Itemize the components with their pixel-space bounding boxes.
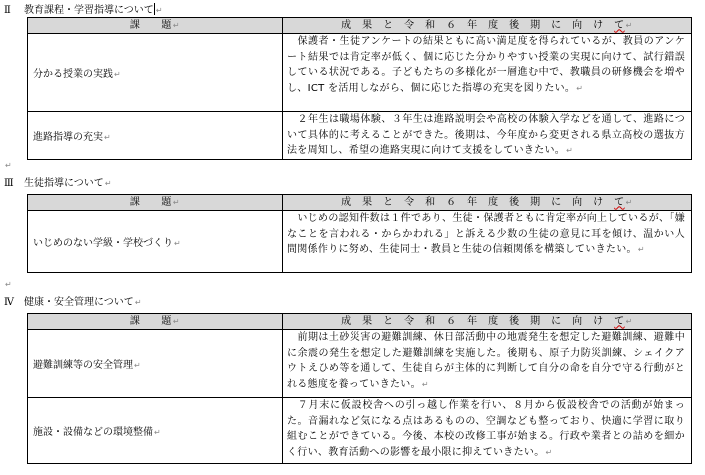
table-row [28,211,692,273]
header-results: 成 果 と 令 和 ６ 年 度 後 期 に 向 け て↵ [283,195,692,211]
section-title-iii: Ⅲ 生徒指導について↵ [4,178,112,189]
table-row [28,112,692,160]
table-section-ii [27,17,692,160]
section-title-ii [4,3,163,17]
row-subject: いじめのない学級・学校づくり↵ [28,211,283,273]
row-text: 前期は土砂災害の避難訓練、休日部活動中の地震発生を想定した避難訓練、避難中に余震の発生を想定した避難訓練を実施した。後期も、原子力防災訓練、シェイクアウトえひめ等を通して、生徒自らが主体的に判断して自分の命を自分で守る行動がとれる態度を養っていきたい。↵ [283,330,692,398]
section-title-text: 教育課程・学習指導について [24,5,154,16]
row-text: ２年生は職場体験、３年生は進路説明会や高校の体験入学などを通して、進路について具体的に考えることができた。後期は、今年度から変更される県立高校の選抜方法を周知し、希望の進路実現に向けて支援をしていきたい。↵ [283,112,692,160]
header-issue: 課 題↵ [28,18,283,34]
table-section-iii [27,194,692,273]
section-title-text: 生徒指導について [24,178,104,189]
row-subject: 進路指導の充実↵ [28,112,283,160]
section-title-text: 健康・安全管理について [24,297,134,308]
section-number: Ⅲ [4,178,14,189]
section-number: Ⅱ [4,5,11,16]
table-row [28,398,692,464]
row-subject: 分かる授業の実践↵ [28,34,283,112]
row-text: ７月末に仮設校舎への引っ越し作業を行い、８月から仮設校舎での活動が始まった。音漏れなど気になる点はあるものの、空調なども整っており、快適に学習に取り組むことができている。今後、本校の改修工事が始まる。行政や業者との詰めを細かく行い、教育活動への影響を最小限に抑えていきたい。↵ [283,398,692,464]
return-mark: ↵ [155,6,163,15]
table-header-row [28,18,692,34]
empty-paragraph: ↵ [5,280,12,289]
spellcheck-word: て [614,19,625,31]
table-header-row [28,195,692,211]
spellcheck-word: て [614,315,625,327]
section-title-iv: Ⅳ 健康・安全管理について↵ [4,297,142,308]
empty-paragraph: ↵ [5,161,12,170]
text-cursor [154,3,155,15]
header-results: 成 果 と 令 和 ６ 年 度 後 期 に 向 け て↵ [283,314,692,330]
row-subject: 避難訓練等の安全管理↵ [28,330,283,398]
table-row [28,330,692,398]
section-number: Ⅳ [4,297,14,308]
table-section-iv [27,313,692,464]
spellcheck-word: て [614,196,625,208]
row-text: 保護者・生徒アンケートの結果ともに高い満足度を得られているが、教員のアンケート結果では肯定率が低く、個に応じた分かりやすい授業の実現に向けて、試行錯誤している状況である。子どもたちの多様化が一層進む中で、教職員の研修機会を増やし、ICT を活用しながら、個に応じた指導の充実を図りたい。↵ [283,34,692,112]
header-issue: 課 題↵ [28,314,283,330]
table-header-row [28,314,692,330]
row-text: いじめの認知件数は１件であり、生徒・保護者ともに肯定率が向上しているが、「嫌なことを言われる・からかわれる」と訴える少数の生徒の意見に耳を傾け、温かい人間関係作りに努め、生徒同士・教員と生徒の信頼関係を構築していきたい。↵ [283,211,692,273]
header-issue: 課 題↵ [28,195,283,211]
header-results: 成 果 と 令 和 ６ 年 度 後 期 に 向 け て↵ [283,18,692,34]
row-subject: 施設・設備などの環境整備↵ [28,398,283,464]
table-row [28,34,692,112]
